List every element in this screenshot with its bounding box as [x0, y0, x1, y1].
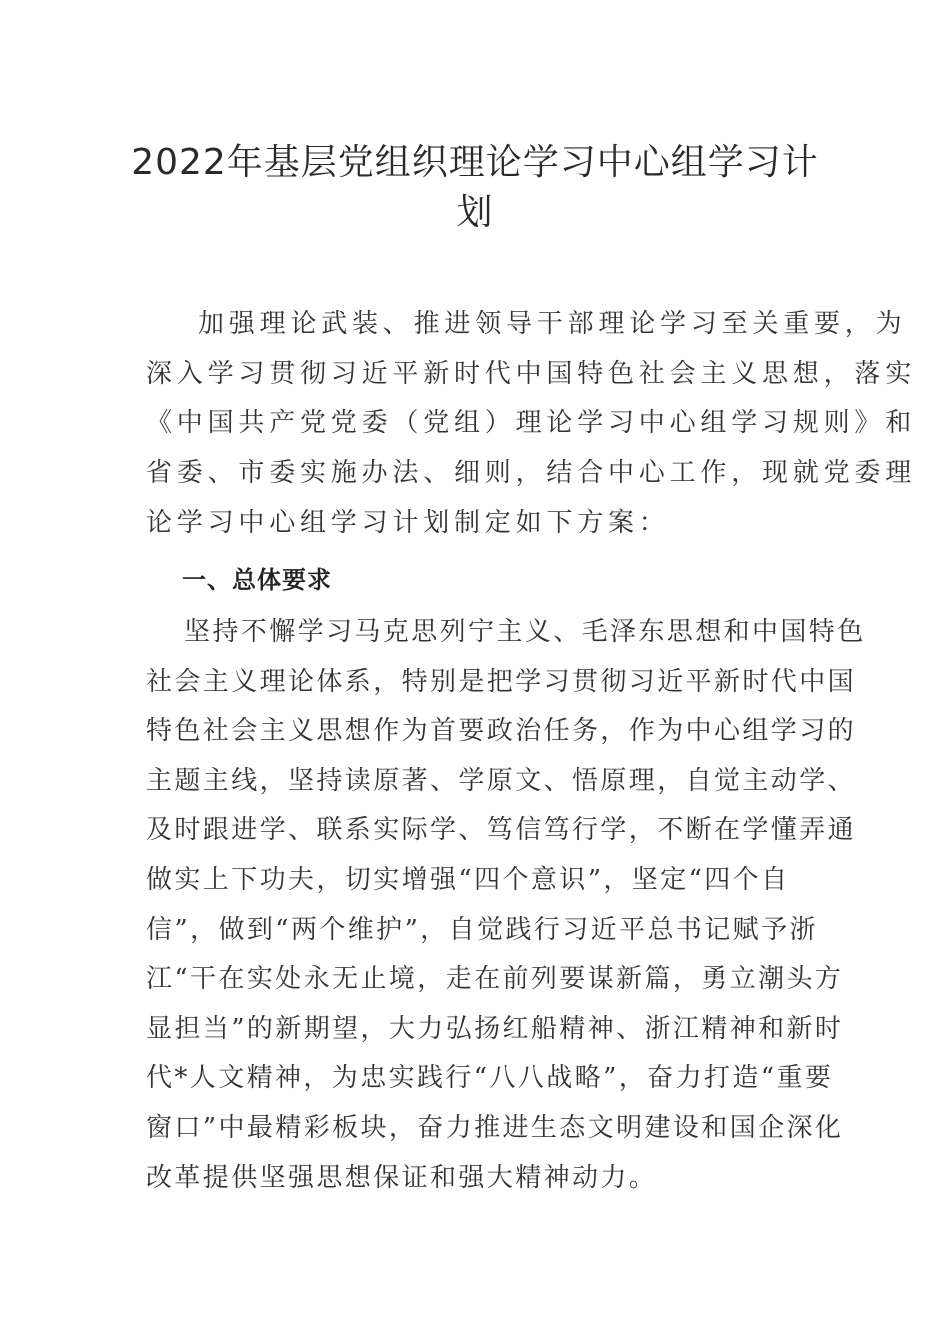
paragraph-line: 显担当”的新期望，大力弘扬红船精神、浙江精神和新时 [146, 1014, 844, 1044]
paragraph-line: 代*人文精神，为忠实践行“八八战略”，奋力打造“重要 [146, 1063, 834, 1093]
paragraph-line: 信”，做到“两个维护”，自觉践行习近平总书记赋予浙 [146, 915, 818, 945]
paragraph-line: 窗口”中最精彩板块，奋力推进生态文明建设和国企深化 [146, 1113, 844, 1143]
intro-line: 深入学习贯彻习近平新时代中国特色社会主义思想，落实 [146, 359, 917, 389]
paragraph-line: 做实上下功夫，切实增强“四个意识”，坚定“四个自 [146, 865, 790, 895]
paragraph-line: 及时跟进学、联系实际学、笃信笃行学，不断在学懂弄通 [146, 815, 857, 845]
paragraph-line: 社会主义理论体系，特别是把学习贯彻习近平新时代中国 [146, 667, 857, 697]
section-heading: 一、总体要求 [182, 566, 332, 594]
paragraph-line: 江“干在实处永无止境，走在前列要谋新篇，勇立潮头方 [146, 964, 844, 994]
paragraph-line: 改革提供坚强思想保证和强大精神动力。 [146, 1163, 658, 1193]
paragraph-line: 坚持不懈学习马克思列宁主义、毛泽东思想和中国特色 [184, 617, 866, 647]
intro-line: 《中国共产党党委（党组）理论学习中心组学习规则》和 [146, 408, 917, 438]
document-title: 2022年基层党组织理论学习中心组学习计划 [131, 142, 819, 233]
intro-line: 省委、市委实施办法、细则，结合中心工作，现就党委理 [146, 458, 917, 488]
intro-line: 论学习中心组学习计划制定如下方案： [146, 508, 670, 538]
paragraph-line: 主题主线，坚持读原著、学原文、悟原理，自觉主动学、 [146, 766, 857, 796]
paragraph-line: 特色社会主义思想作为首要政治任务，作为中心组学习的 [146, 716, 857, 746]
intro-line: 加强理论武装、推进领导干部理论学习至关重要，为 [198, 309, 907, 339]
